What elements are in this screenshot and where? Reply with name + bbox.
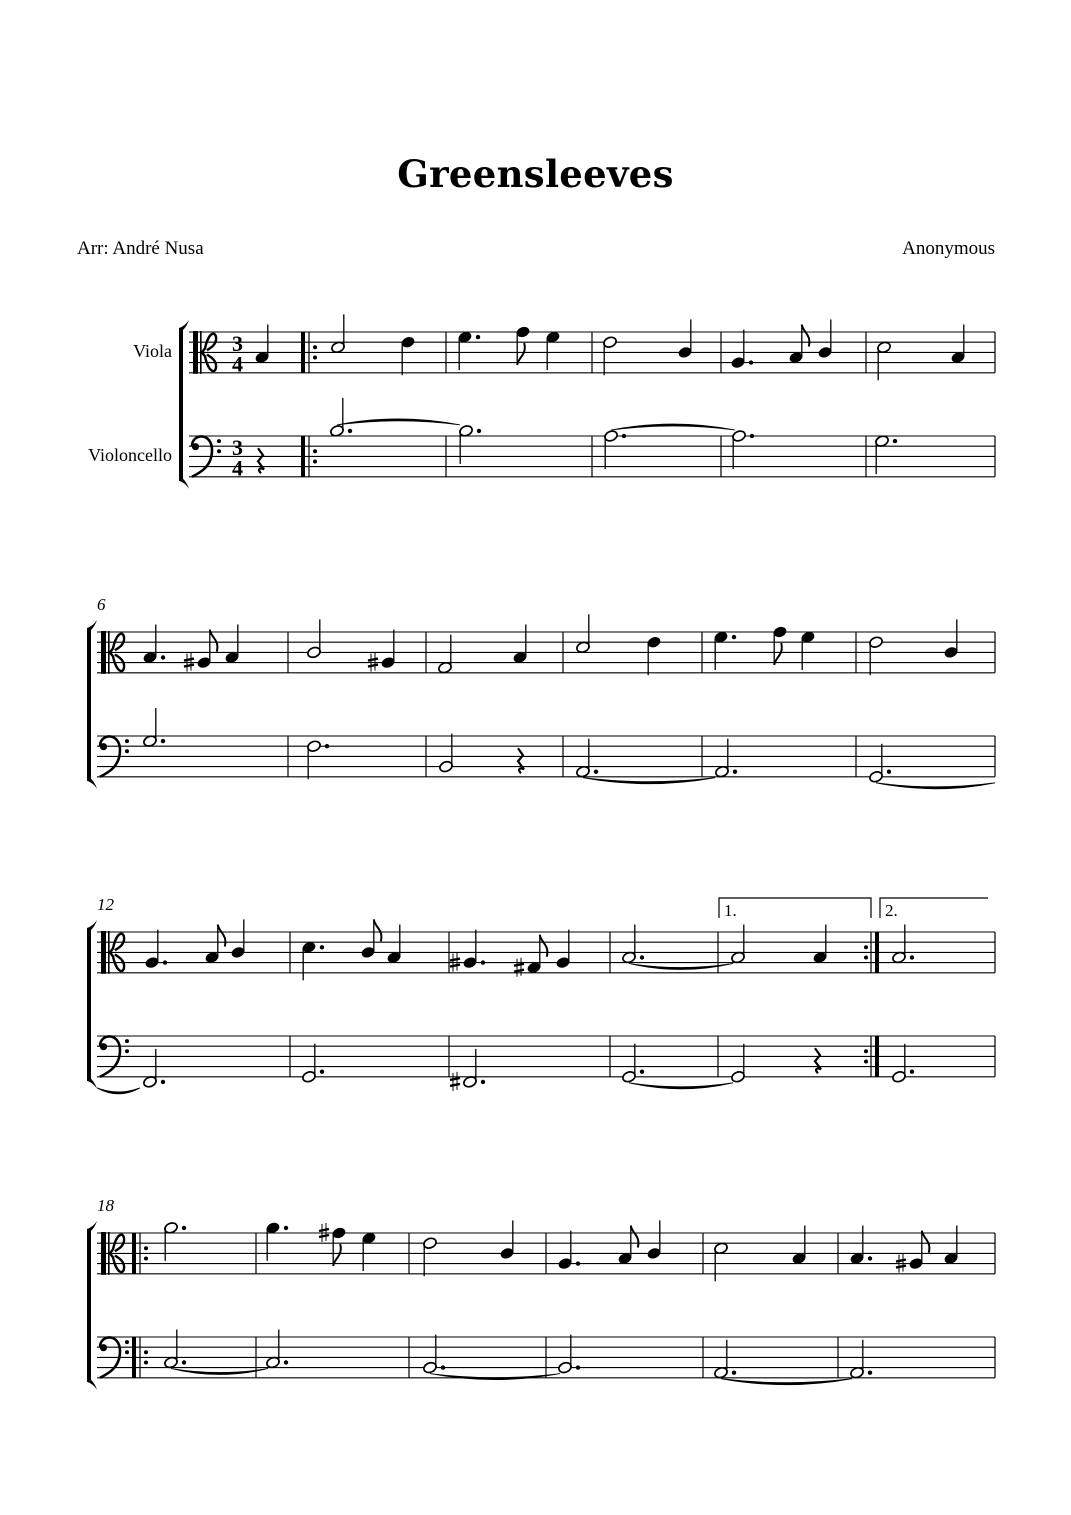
repeat-thick-bar	[875, 1036, 879, 1077]
repeat-thick-bar	[132, 1337, 136, 1378]
augmentation-dot	[481, 1080, 485, 1084]
tie-slur	[583, 778, 715, 784]
sharp-stroke	[368, 659, 378, 661]
measure-number: 12	[97, 895, 114, 914]
quarter-rest	[815, 1048, 821, 1073]
time-signature-numerator: 3	[232, 434, 243, 460]
augmentation-dot	[161, 1080, 165, 1084]
alto-clef-part	[101, 1232, 106, 1275]
quarter-rest	[258, 448, 264, 473]
augmentation-dot	[576, 1365, 580, 1369]
sharp-stroke	[450, 1084, 460, 1086]
eighth-flag	[218, 925, 226, 947]
composer-credit: Anonymous	[902, 238, 995, 259]
bracket-hook-bottom	[179, 479, 189, 489]
sharp-stroke	[450, 1078, 460, 1080]
repeat-dot	[144, 1361, 148, 1365]
alto-clef-part	[200, 331, 202, 374]
augmentation-dot	[325, 744, 329, 748]
tie-slur	[721, 1379, 852, 1385]
augmentation-dot	[910, 955, 914, 959]
augmentation-dot	[749, 360, 753, 364]
augmentation-dot	[182, 1226, 186, 1230]
bracket-hook-top	[179, 320, 189, 330]
time-signature-numerator: 3	[232, 330, 243, 356]
tie-slur	[876, 783, 995, 789]
alto-clef-part	[193, 331, 198, 374]
augmentation-dot	[477, 429, 481, 433]
augmentation-dot	[887, 770, 891, 774]
alto-clef-part	[108, 931, 110, 974]
sharp-stroke	[319, 1229, 329, 1231]
eighth-flag	[631, 1226, 639, 1248]
repeat-thick-bar	[301, 332, 305, 373]
viola-staff	[97, 632, 995, 673]
measure-number: 18	[97, 1196, 114, 1215]
repeat-dot	[144, 1246, 148, 1250]
quarter-rest	[518, 748, 524, 773]
repeat-thick-bar	[132, 1233, 136, 1274]
sharp-stroke	[450, 965, 460, 967]
repeat-dot	[313, 345, 317, 349]
repeat-dot	[313, 460, 317, 464]
eighth-flag	[802, 325, 810, 347]
system-bracket	[87, 628, 91, 781]
bass-clef-part	[217, 439, 221, 443]
time-signature-denominator: 4	[232, 351, 243, 377]
alto-clef-part	[108, 631, 110, 674]
augmentation-dot	[640, 1070, 644, 1074]
tie-slur	[611, 424, 735, 430]
cello-staff	[97, 736, 995, 777]
piece-title: Greensleeves	[397, 152, 674, 196]
cello-staff	[97, 1036, 995, 1077]
instrument-name-viola: Viola	[133, 341, 172, 361]
eighth-flag	[333, 1244, 341, 1266]
repeat-dot	[313, 356, 317, 360]
augmentation-dot	[320, 1070, 324, 1074]
alto-clef-part	[101, 931, 106, 974]
system-bracket	[179, 328, 183, 481]
tie-slur	[430, 1374, 560, 1380]
bass-clef-part	[125, 749, 129, 753]
repeat-dot	[144, 1257, 148, 1261]
eighth-flag	[922, 1231, 930, 1253]
augmentation-dot	[163, 960, 167, 964]
sharp-stroke	[450, 959, 460, 961]
sharp-stroke	[319, 1235, 329, 1237]
instrument-name-cello: Violoncello	[88, 445, 172, 465]
augmentation-dot	[348, 429, 352, 433]
sharp-stroke	[184, 659, 194, 661]
tie-slur	[629, 1083, 733, 1089]
sharp-stroke	[184, 665, 194, 667]
augmentation-dot	[732, 1371, 736, 1375]
augmentation-dot	[161, 739, 165, 743]
repeat-thick-bar	[875, 932, 879, 973]
bass-clef-part	[125, 739, 129, 743]
sharp-stroke	[896, 1260, 906, 1262]
bracket-hook-top	[87, 920, 97, 930]
repeat-thick-bar	[301, 436, 305, 477]
repeat-dot	[313, 449, 317, 453]
alto-clef-part	[101, 631, 106, 674]
augmentation-dot	[622, 434, 626, 438]
eighth-flag	[774, 643, 782, 665]
bracket-hook-bottom	[87, 1079, 97, 1089]
eighth-flag	[540, 935, 548, 957]
viola-staff	[97, 932, 995, 973]
augmentation-dot	[182, 1360, 186, 1364]
bracket-hook-bottom	[87, 779, 97, 789]
repeat-dot	[864, 945, 868, 949]
sharp-stroke	[896, 1266, 906, 1268]
augmentation-dot	[284, 1226, 288, 1230]
repeat-dot	[864, 1049, 868, 1053]
augmentation-dot	[284, 1360, 288, 1364]
sharp-accidental	[514, 958, 524, 977]
repeat-dot	[864, 956, 868, 960]
augmentation-dot	[481, 960, 485, 964]
augmentation-dot	[868, 1371, 872, 1375]
bass-clef-part	[217, 449, 221, 453]
bass-clef-part	[125, 1340, 129, 1344]
volta-bracket-1	[719, 898, 871, 918]
sharp-accidental	[450, 1072, 460, 1091]
eighth-flag	[517, 343, 525, 365]
augmentation-dot	[893, 439, 897, 443]
system-bracket	[87, 1229, 91, 1382]
time-signature-denominator: 4	[232, 455, 243, 481]
tie-slur	[171, 1369, 268, 1375]
system-bracket	[87, 928, 91, 1081]
bracket-hook-bottom	[87, 1380, 97, 1390]
sharp-stroke	[514, 970, 524, 972]
bracket-hook-top	[87, 1221, 97, 1231]
bass-clef-part	[125, 1039, 129, 1043]
augmentation-dot	[476, 335, 480, 339]
arranger-credit: Arr: André Nusa	[77, 238, 204, 259]
tie-slur	[337, 419, 460, 425]
augmentation-dot	[750, 434, 754, 438]
augmentation-dot	[594, 770, 598, 774]
volta-label-1: 1.	[724, 901, 737, 920]
augmentation-dot	[640, 955, 644, 959]
augmentation-dot	[320, 945, 324, 949]
measure-number: 6	[97, 595, 106, 614]
sharp-stroke	[368, 665, 378, 667]
sharp-stroke	[514, 964, 524, 966]
bass-clef-part	[125, 1049, 129, 1053]
repeat-dot	[144, 1350, 148, 1354]
augmentation-dot	[576, 1261, 580, 1265]
augmentation-dot	[161, 655, 165, 659]
eighth-flag	[210, 630, 218, 652]
volta-label-2: 2.	[885, 901, 898, 920]
repeat-dot	[864, 1060, 868, 1064]
eighth-flag	[374, 919, 382, 941]
augmentation-dot	[910, 1070, 914, 1074]
augmentation-dot	[732, 635, 736, 639]
bracket-hook-top	[87, 620, 97, 630]
bass-clef-part	[125, 1350, 129, 1354]
augmentation-dot	[441, 1365, 445, 1369]
alto-clef-part	[108, 1232, 110, 1275]
augmentation-dot	[868, 1256, 872, 1260]
tie-slur	[97, 1088, 140, 1094]
augmentation-dot	[733, 770, 737, 774]
